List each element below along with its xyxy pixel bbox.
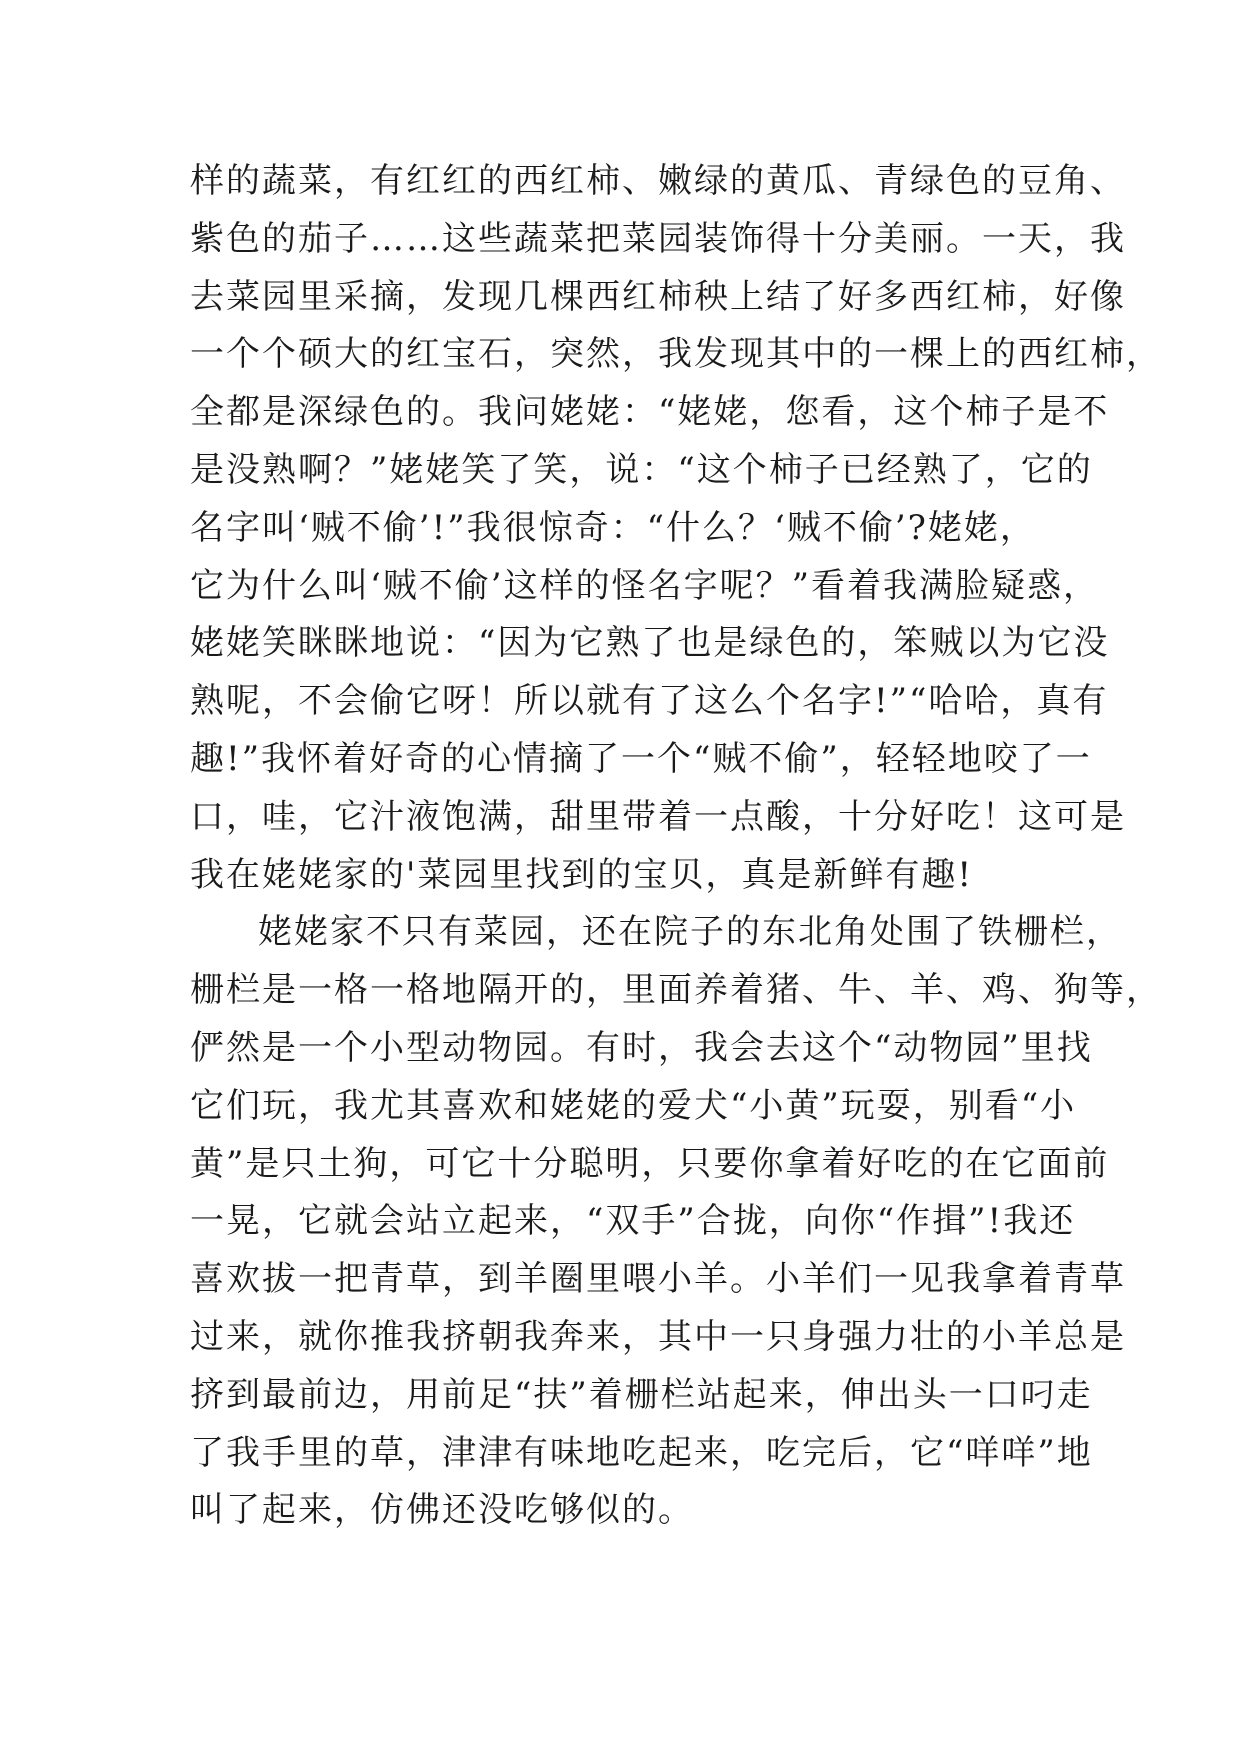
text-line: 挤到最前边，用前足“扶”着栅栏站起来，伸出头一口叼走 (190, 1374, 1093, 1415)
text-line: 全都是深绿色的。我问姥姥：“姥姥，您看，这个柿子是不 (190, 392, 1110, 433)
text-line-indented: 姥姥家不只有菜园，还在院子的东北角处围了铁栅栏， (258, 912, 1122, 953)
document-body (190, 153, 1162, 1540)
text-line: 是没熟啊？”姥姥笑了笑，说：“这个柿子已经熟了，它的 (190, 449, 1093, 490)
text-line: 栅栏是一格一格地隔开的，里面养着猪、牛、羊、鸡、狗等， (190, 970, 1162, 1011)
text-line: 去菜园里采摘，发现几棵西红柿秧上结了好多西红柿，好像 (190, 276, 1126, 317)
text-line: 口，哇，它汁液饱满，甜里带着一点酸，十分好吃！这可是 (190, 796, 1126, 837)
text-line: 紫色的茄子……这些蔬菜把菜园装饰得十分美丽。一天，我 (190, 218, 1126, 259)
text-line: 喜欢拔一把青草，到羊圈里喂小羊。小羊们一见我拿着青草 (190, 1259, 1126, 1300)
text-line: 它为什么叫‘贼不偷’这样的怪名字呢？”看着我满脸疑惑， (190, 565, 1099, 606)
text-line: 熟呢，不会偷它呀！所以就有了这么个名字!”“哈哈，真有 (190, 681, 1109, 722)
text-line: 俨然是一个小型动物园。有时，我会去这个“动物园”里找 (190, 1027, 1093, 1068)
text-line: 一晃，它就会站立起来，“双手”合拢，向你“作揖”!我还 (190, 1201, 1076, 1242)
text-line: 名字叫‘贼不偷’!”我很惊奇：“什么？‘贼不偷’?姥姥， (190, 507, 1036, 548)
text-line: 黄”是只土狗，可它十分聪明，只要你拿着好吃的在它面前 (190, 1143, 1110, 1184)
text-line: 过来，就你推我挤朝我奔来，其中一只身强力壮的小羊总是 (190, 1316, 1126, 1357)
text-line: 姥姥笑眯眯地说：“因为它熟了也是绿色的，笨贼以为它没 (190, 623, 1110, 664)
text-line: 了我手里的草，津津有味地吃起来，吃完后，它“咩咩”地 (190, 1432, 1093, 1473)
text-line: 叫了起来，仿佛还没吃够似的。 (190, 1490, 694, 1531)
paragraph-1 (190, 153, 1162, 904)
paragraph-2 (190, 904, 1162, 1540)
text-line: 一个个硕大的红宝石，突然，我发现其中的一棵上的西红柿， (190, 334, 1162, 375)
text-line: 趣!”我怀着好奇的心情摘了一个“贼不偷”，轻轻地咬了一 (190, 738, 1092, 779)
text-line: 我在姥姥家的'菜园里找到的宝贝，真是新鲜有趣! (190, 854, 974, 895)
text-line: 它们玩，我尤其喜欢和姥姥的爱犬“小黄”玩耍，别看“小 (190, 1085, 1077, 1126)
text-line: 样的蔬菜，有红红的西红柿、嫩绿的黄瓜、青绿色的豆角、 (190, 161, 1126, 201)
